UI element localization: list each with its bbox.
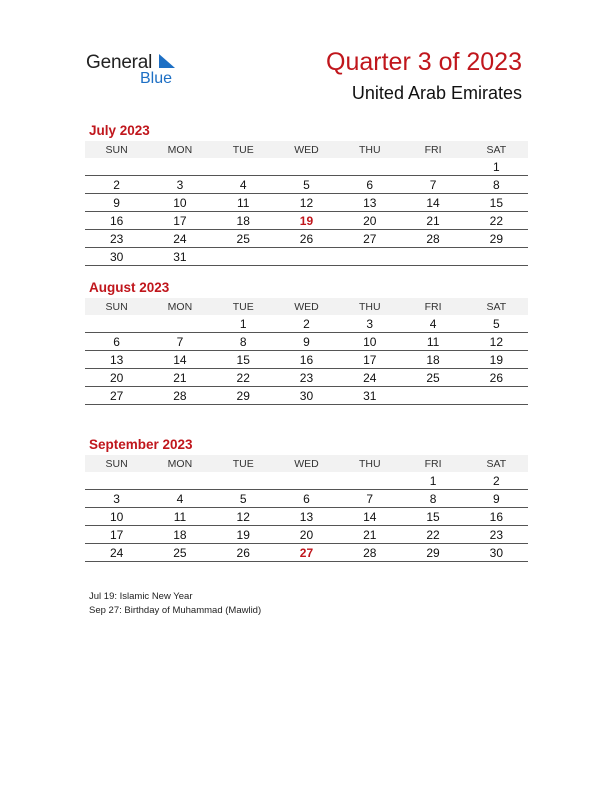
day-cell: 24 — [85, 544, 148, 562]
week-row — [85, 508, 528, 526]
page-title: Quarter 3 of 2023 — [326, 48, 522, 76]
weekday-header: TUE — [212, 141, 275, 158]
empty-day-cell — [85, 472, 148, 490]
day-cell: 30 — [85, 248, 148, 266]
empty-day-cell — [465, 387, 528, 405]
day-cell: 28 — [148, 387, 211, 405]
weekday-header: WED — [275, 455, 338, 472]
day-cell: 13 — [275, 508, 338, 526]
day-cell: 22 — [465, 212, 528, 230]
weekday-header: MON — [148, 455, 211, 472]
weekday-header-row — [85, 141, 528, 158]
day-cell: 30 — [275, 387, 338, 405]
empty-day-cell — [275, 472, 338, 490]
calendar-table — [85, 455, 528, 562]
holiday-notes — [89, 590, 261, 617]
day-cell: 18 — [212, 212, 275, 230]
day-cell: 4 — [401, 315, 464, 333]
day-cell: 24 — [148, 230, 211, 248]
month-title: August 2023 — [89, 280, 170, 295]
day-cell: 15 — [212, 351, 275, 369]
weekday-header: SUN — [85, 141, 148, 158]
day-cell: 9 — [465, 490, 528, 508]
weekday-header: THU — [338, 298, 401, 315]
flag-icon — [158, 53, 176, 69]
week-row — [85, 315, 528, 333]
day-cell: 20 — [85, 369, 148, 387]
day-cell: 10 — [85, 508, 148, 526]
day-cell: 29 — [465, 230, 528, 248]
day-cell: 16 — [85, 212, 148, 230]
week-row — [85, 387, 528, 405]
day-cell: 12 — [465, 333, 528, 351]
day-cell: 4 — [212, 176, 275, 194]
logo-blue-text: Blue — [140, 70, 173, 87]
empty-day-cell — [85, 315, 148, 333]
day-cell: 14 — [148, 351, 211, 369]
week-row — [85, 194, 528, 212]
day-cell: 11 — [401, 333, 464, 351]
day-cell: 12 — [212, 508, 275, 526]
week-row — [85, 490, 528, 508]
day-cell: 5 — [212, 490, 275, 508]
empty-day-cell — [275, 248, 338, 266]
day-cell: 7 — [401, 176, 464, 194]
day-cell: 17 — [85, 526, 148, 544]
week-row — [85, 248, 528, 266]
month-title: September 2023 — [89, 437, 193, 452]
day-cell: 26 — [212, 544, 275, 562]
weekday-header: THU — [338, 141, 401, 158]
day-cell: 5 — [275, 176, 338, 194]
weekday-header: SAT — [465, 455, 528, 472]
day-cell: 23 — [275, 369, 338, 387]
day-cell: 6 — [275, 490, 338, 508]
calendar-table — [85, 298, 528, 405]
day-cell: 25 — [148, 544, 211, 562]
day-cell: 21 — [338, 526, 401, 544]
day-cell: 7 — [338, 490, 401, 508]
day-cell: 1 — [465, 158, 528, 176]
day-cell: 29 — [212, 387, 275, 405]
day-cell: 23 — [85, 230, 148, 248]
day-cell: 25 — [212, 230, 275, 248]
day-cell: 12 — [275, 194, 338, 212]
month-july — [85, 122, 528, 266]
week-row — [85, 351, 528, 369]
holiday-note: Sep 27: Birthday of Muhammad (Mawlid) — [89, 604, 262, 616]
week-row — [85, 176, 528, 194]
month-august — [85, 279, 528, 405]
day-cell: 24 — [338, 369, 401, 387]
weekday-header: THU — [338, 455, 401, 472]
day-cell: 26 — [275, 230, 338, 248]
week-row — [85, 369, 528, 387]
empty-day-cell — [85, 158, 148, 176]
day-cell: 22 — [401, 526, 464, 544]
day-cell: 27 — [275, 544, 338, 562]
day-cell: 16 — [275, 351, 338, 369]
day-cell: 2 — [85, 176, 148, 194]
day-cell: 31 — [148, 248, 211, 266]
empty-day-cell — [338, 248, 401, 266]
weekday-header: FRI — [401, 455, 464, 472]
day-cell: 18 — [401, 351, 464, 369]
country-name: United Arab Emirates — [351, 83, 522, 103]
day-cell: 9 — [85, 194, 148, 212]
weekday-header: WED — [275, 298, 338, 315]
weekday-header: FRI — [401, 141, 464, 158]
weekday-header-row — [85, 298, 528, 315]
weekday-header: SUN — [85, 298, 148, 315]
day-cell: 2 — [465, 472, 528, 490]
empty-day-cell — [212, 248, 275, 266]
week-row — [85, 230, 528, 248]
day-cell: 29 — [401, 544, 464, 562]
week-row — [85, 544, 528, 562]
empty-day-cell — [401, 158, 464, 176]
empty-day-cell — [401, 387, 464, 405]
day-cell: 8 — [401, 490, 464, 508]
week-row — [85, 472, 528, 490]
day-cell: 3 — [338, 315, 401, 333]
week-row — [85, 212, 528, 230]
day-cell: 27 — [338, 230, 401, 248]
day-cell: 17 — [148, 212, 211, 230]
day-cell: 14 — [401, 194, 464, 212]
weekday-header: MON — [148, 298, 211, 315]
empty-day-cell — [212, 472, 275, 490]
day-cell: 11 — [212, 194, 275, 212]
day-cell: 9 — [275, 333, 338, 351]
empty-day-cell — [275, 158, 338, 176]
day-cell: 19 — [465, 351, 528, 369]
day-cell: 23 — [465, 526, 528, 544]
weekday-header-row — [85, 455, 528, 472]
day-cell: 2 — [275, 315, 338, 333]
day-cell: 1 — [212, 315, 275, 333]
day-cell: 31 — [338, 387, 401, 405]
day-cell: 10 — [148, 194, 211, 212]
empty-day-cell — [148, 315, 211, 333]
week-row — [85, 526, 528, 544]
day-cell: 6 — [338, 176, 401, 194]
day-cell: 11 — [148, 508, 211, 526]
day-cell: 30 — [465, 544, 528, 562]
empty-day-cell — [465, 248, 528, 266]
day-cell: 7 — [148, 333, 211, 351]
day-cell: 3 — [148, 176, 211, 194]
empty-day-cell — [148, 158, 211, 176]
day-cell: 3 — [85, 490, 148, 508]
day-cell: 18 — [148, 526, 211, 544]
empty-day-cell — [401, 248, 464, 266]
day-cell: 27 — [85, 387, 148, 405]
day-cell: 13 — [338, 194, 401, 212]
weekday-header: SAT — [465, 141, 528, 158]
day-cell: 14 — [338, 508, 401, 526]
empty-day-cell — [212, 158, 275, 176]
week-row — [85, 158, 528, 176]
month-title: July 2023 — [89, 123, 150, 138]
day-cell: 4 — [148, 490, 211, 508]
day-cell: 21 — [401, 212, 464, 230]
day-cell: 20 — [275, 526, 338, 544]
day-cell: 13 — [85, 351, 148, 369]
day-cell: 15 — [465, 194, 528, 212]
holiday-note: Jul 19: Islamic New Year — [89, 591, 193, 602]
day-cell: 8 — [212, 333, 275, 351]
day-cell: 17 — [338, 351, 401, 369]
empty-day-cell — [338, 158, 401, 176]
empty-day-cell — [148, 472, 211, 490]
day-cell: 28 — [338, 544, 401, 562]
weekday-header: SAT — [465, 298, 528, 315]
week-row — [85, 333, 528, 351]
day-cell: 21 — [148, 369, 211, 387]
day-cell: 19 — [275, 212, 338, 230]
day-cell: 22 — [212, 369, 275, 387]
day-cell: 16 — [465, 508, 528, 526]
logo-general-text: General — [86, 52, 153, 73]
day-cell: 25 — [401, 369, 464, 387]
day-cell: 8 — [465, 176, 528, 194]
day-cell: 15 — [401, 508, 464, 526]
day-cell: 6 — [85, 333, 148, 351]
weekday-header: TUE — [212, 455, 275, 472]
day-cell: 28 — [401, 230, 464, 248]
calendar-table — [85, 141, 528, 266]
weekday-header: FRI — [401, 298, 464, 315]
weekday-header: SUN — [85, 455, 148, 472]
day-cell: 19 — [212, 526, 275, 544]
day-cell: 10 — [338, 333, 401, 351]
empty-day-cell — [338, 472, 401, 490]
weekday-header: WED — [275, 141, 338, 158]
day-cell: 5 — [465, 315, 528, 333]
weekday-header: TUE — [212, 298, 275, 315]
day-cell: 26 — [465, 369, 528, 387]
weekday-header: MON — [148, 141, 211, 158]
day-cell: 1 — [401, 472, 464, 490]
day-cell: 20 — [338, 212, 401, 230]
month-september — [85, 436, 528, 562]
